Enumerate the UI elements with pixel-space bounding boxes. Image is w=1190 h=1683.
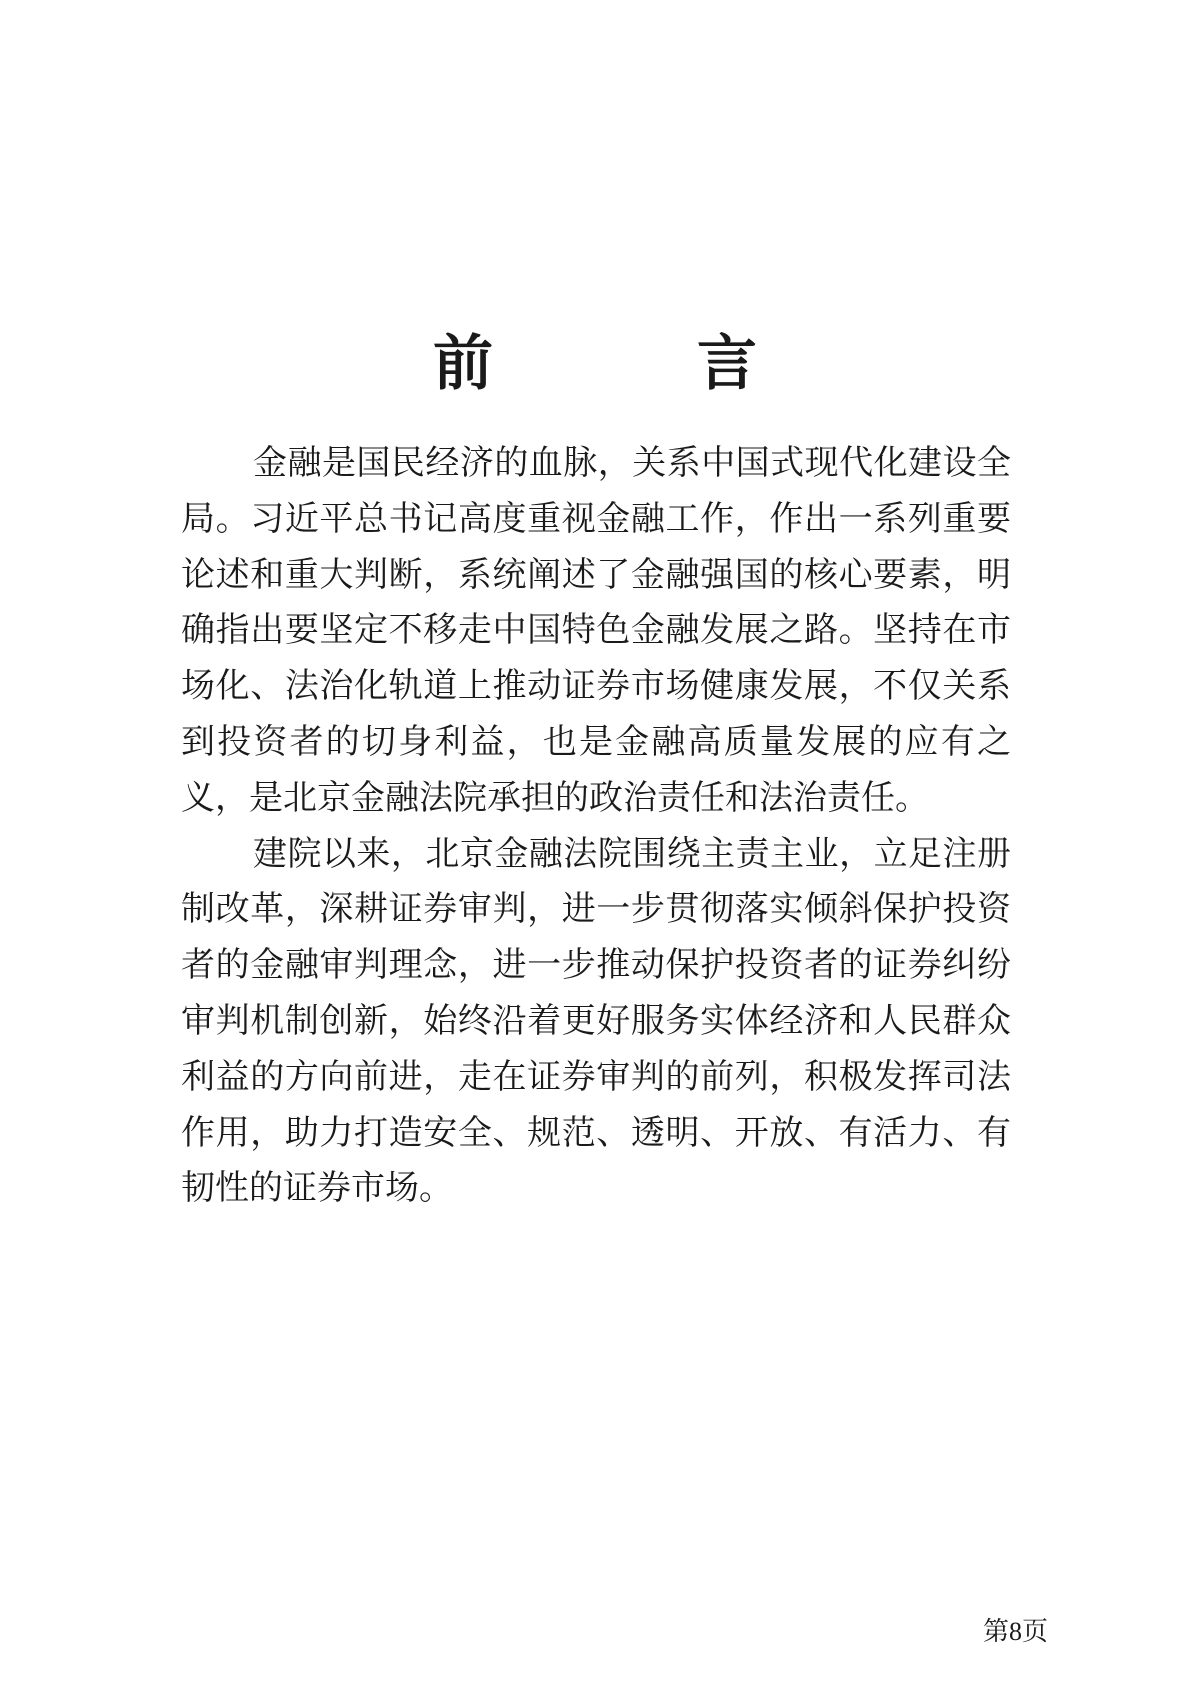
paragraph-2: 建院以来，北京金融法院围绕主责主业，立足注册制改革，深耕证券审判，进一步贯彻落实倾斜保护投资者的金融审判理念，进一步推动保护投资者的证券纠纷审判机制创新，始终沿着更好服务实体经济和人民群众利益的方向前进，走在证券审判的前列，积极发挥司法作用，助力打造安全、规范、透明、开放、有活力、有韧性的证券市场。 xyxy=(181,833,1011,1209)
paragraph-1: 金融是国民经济的血脉，关系中国式现代化建设全局。习近平总书记高度重视金融工作，作出一系列重要论述和重大判断，系统阐述了金融强国的核心要素，明确指出要坚定不移走中国特色金融发展之路。坚持在市场化、法治化轨道上推动证券市场健康发展，不仅关系到投资者的切身利益，也是金融高质量发展的应有之义，是北京金融法院承担的政治责任和法治责任。 xyxy=(181,443,1011,818)
preface-body xyxy=(181,436,1011,1217)
page-title: 前 言 xyxy=(433,329,829,400)
page-number: 第8页 xyxy=(982,1617,1048,1646)
